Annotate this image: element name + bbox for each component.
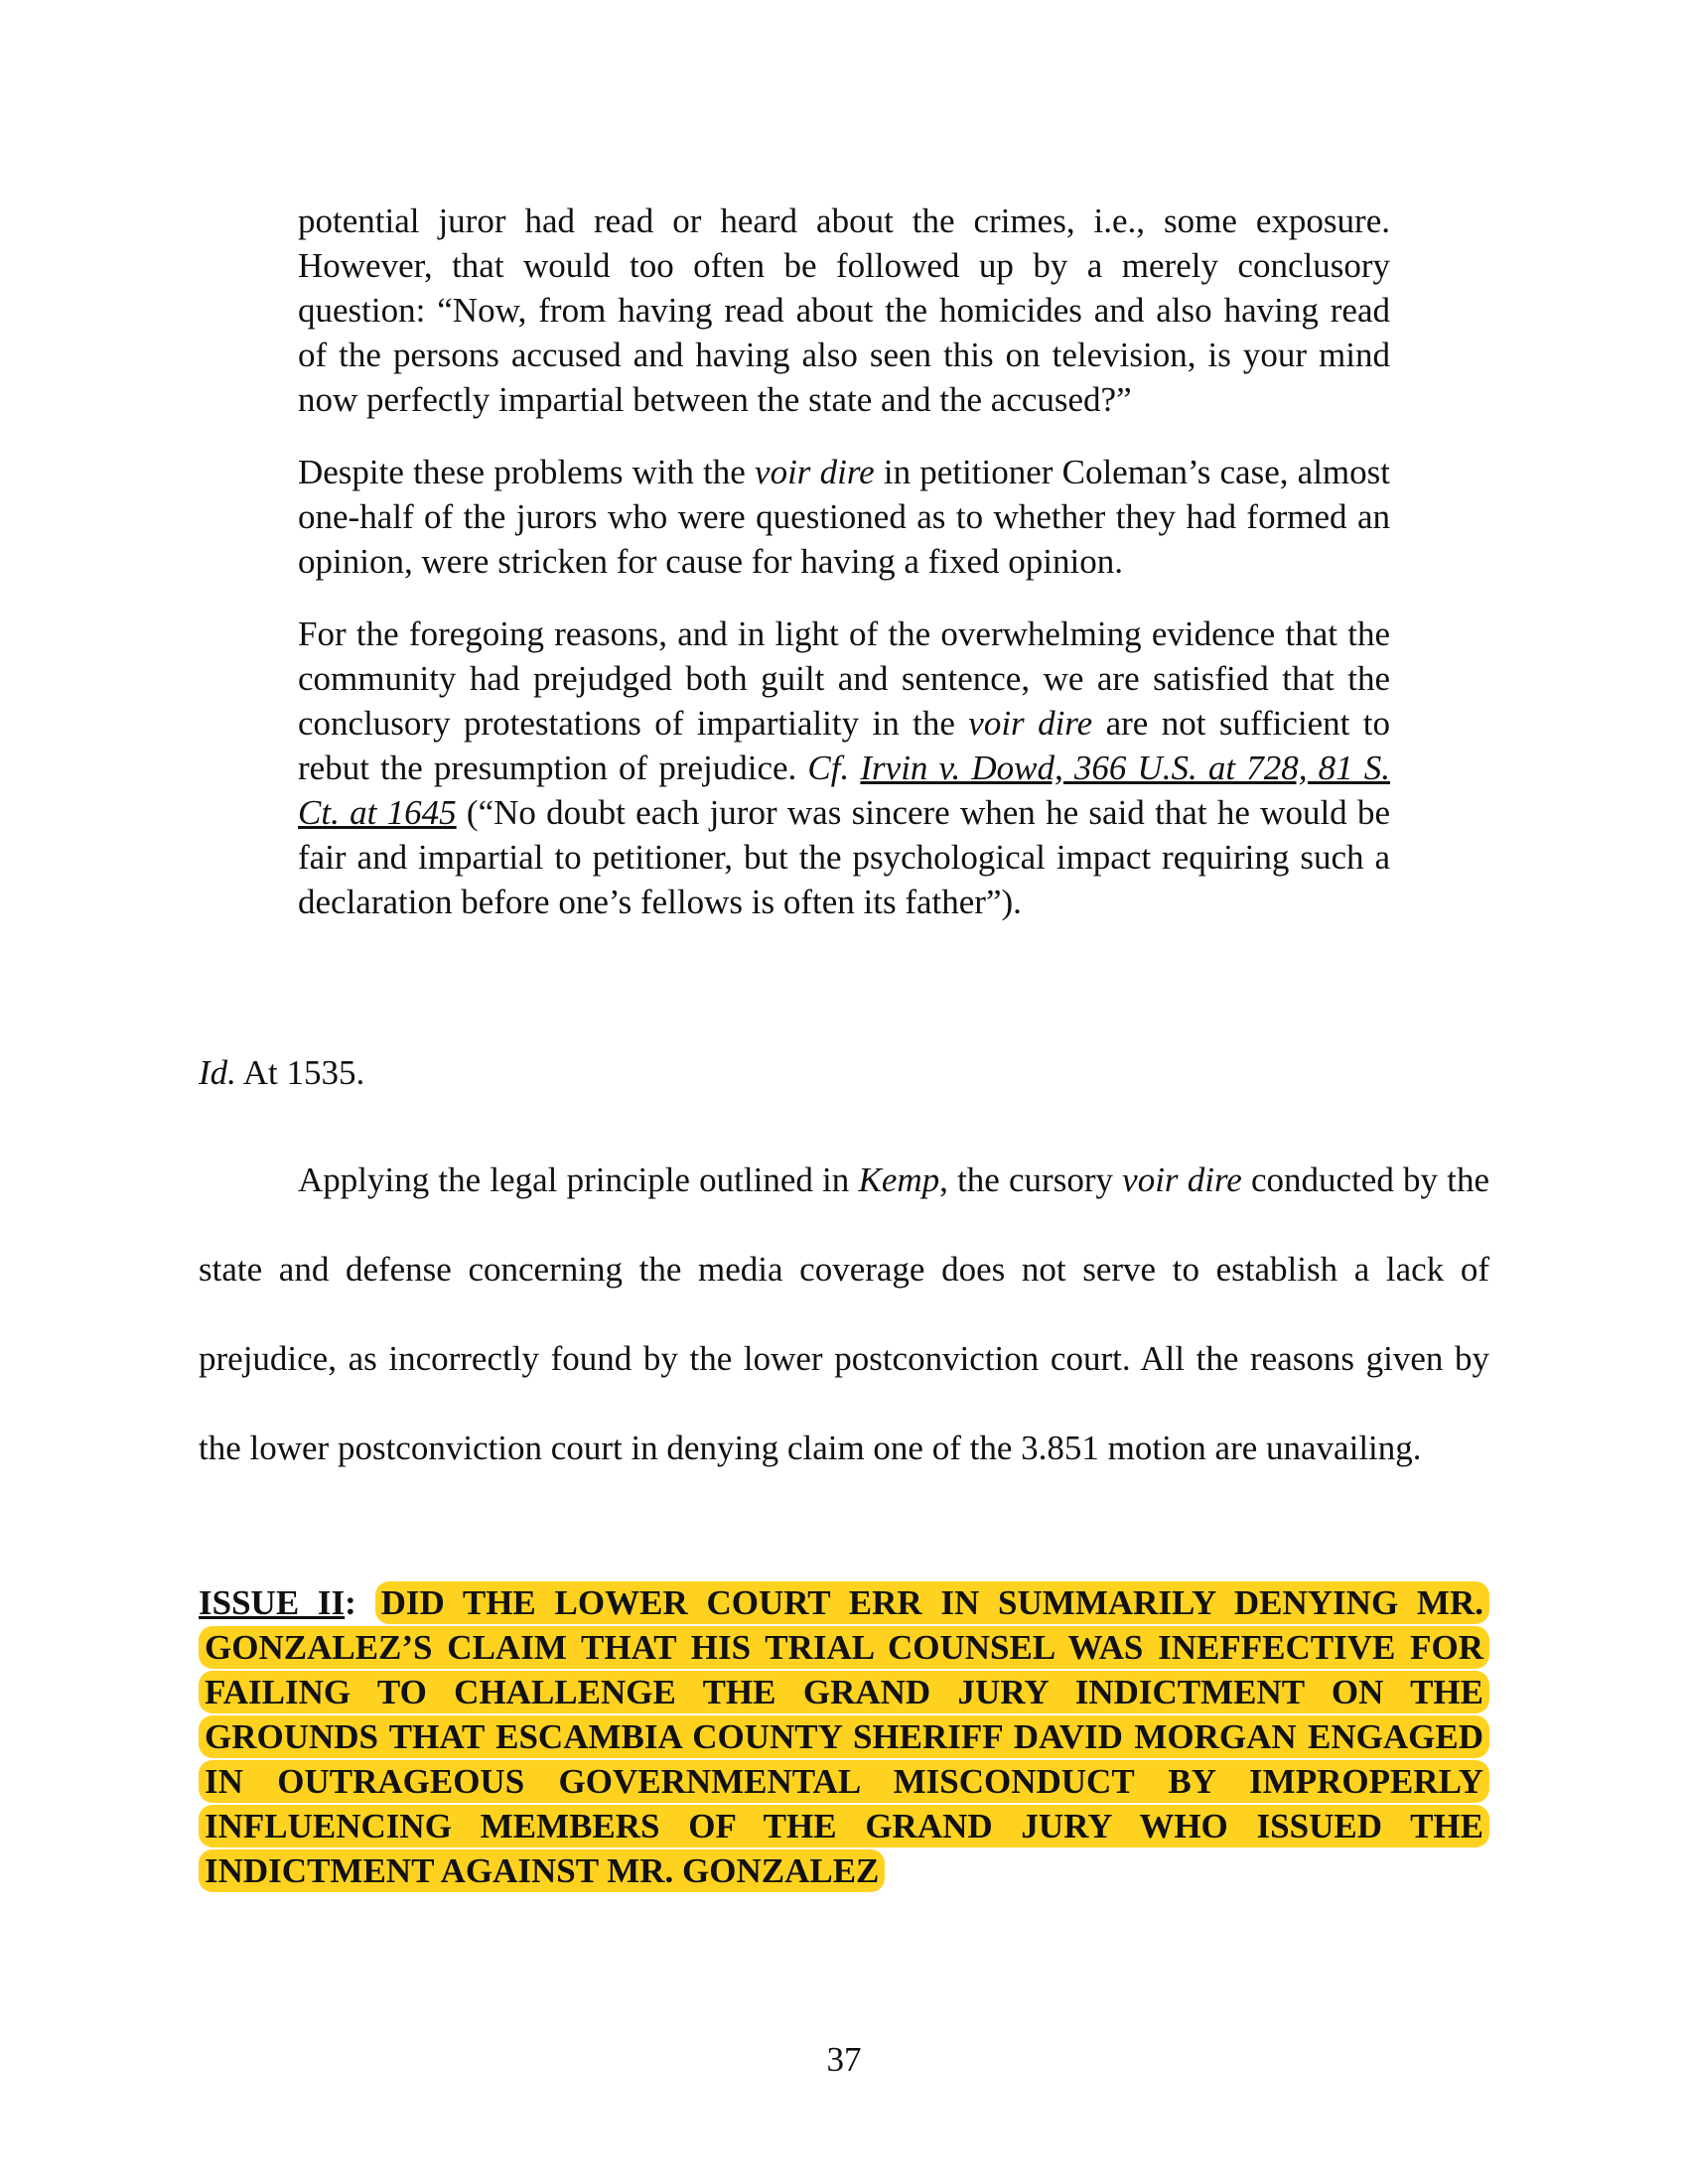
page-number: 37 (826, 2040, 862, 2079)
issue-heading: ISSUE II: DID THE LOWER COURT ERR IN SUMMARILY DENYING MR. GONZALEZ’S CLAIM THAT HIS TRIAL COUNSEL WAS INEFFECTIVE FOR FAILING TO CHALLENGE THE GRAND JURY INDICTMENT ON THE GROUNDS THAT ESCAMBIA COUNTY SHERIFF DAVID MORGAN ENGAGED IN OUTRAGEOUS GOVERNMENTAL MISCONDUCT BY IMPROPERLY INFLUENCING MEMBERS OF THE GRAND JURY WHO ISSUED THE INDICTMENT AGAINST MR. GONZALEZ (199, 1580, 1489, 1893)
quote-paragraph-2: Despite these problems with the voir dire in petitioner Coleman’s case, almost one-half of the jurors who were questioned as to whether they had formed an opinion, were stricken for cause for having a fixed opinion. (298, 453, 1390, 581)
highlighted-issue-text: DID THE LOWER COURT ERR IN SUMMARILY DENYING MR. GONZALEZ’S CLAIM THAT HIS TRIAL COUNSEL WAS INEFFECTIVE FOR FAILING TO CHALLENGE THE GRAND JURY INDICTMENT ON THE GROUNDS THAT ESCAMBIA COUNTY SHERIFF DAVID MORGAN ENGAGED IN OUTRAGEOUS GOVERNMENTAL MISCONDUCT BY IMPROPERLY INFLUENCING MEMBERS OF THE GRAND JURY WHO ISSUED THE INDICTMENT AGAINST MR. GONZALEZ (199, 1581, 1489, 1892)
case-citation-irvin-v-dowd: Irvin v. Dowd, 366 U.S. at 728, 81 S. Ct. at 1645 (298, 749, 1391, 832)
block-quote (298, 199, 1390, 924)
quote-paragraph-1: potential juror had read or heard about the crimes, i.e., some exposure. However, that would too often be followed up by a merely conclusory question: “Now, from having read about the homicides and also having read of the persons accused and having also seen this on television, is your mind now perfectly impartial between the state and the accused?” (298, 202, 1390, 419)
quote-paragraph-3: For the foregoing reasons, and in light of the overwhelming evidence that the community had prejudged both guilt and sentence, we are satisfied that the conclusory protestations of impartiality in the voir dire are not sufficient to rebut the presumption of prejudice. Cf. Irvin v. Dowd, 366 U.S. at 728, 81 S. Ct. at 1645 (“No doubt each juror was sincere when he said that he would be fair and impartial to petitioner, but the psychological impact requiring such a declaration before one’s fellows is often its father”). (298, 614, 1391, 921)
body-paragraph: Applying the legal principle outlined in Kemp, the cursory voir dire conducted by the state and defense concerning the media coverage does not serve to establish a lack of prejudice, as incorrectly found by the lower postconviction court. All the reasons given by the lower postconviction court in denying claim one of the 3.851 motion are unavailing. (199, 1160, 1489, 1467)
issue-label: ISSUE II (199, 1583, 346, 1622)
id-citation: Id. At 1535. (199, 1053, 365, 1092)
